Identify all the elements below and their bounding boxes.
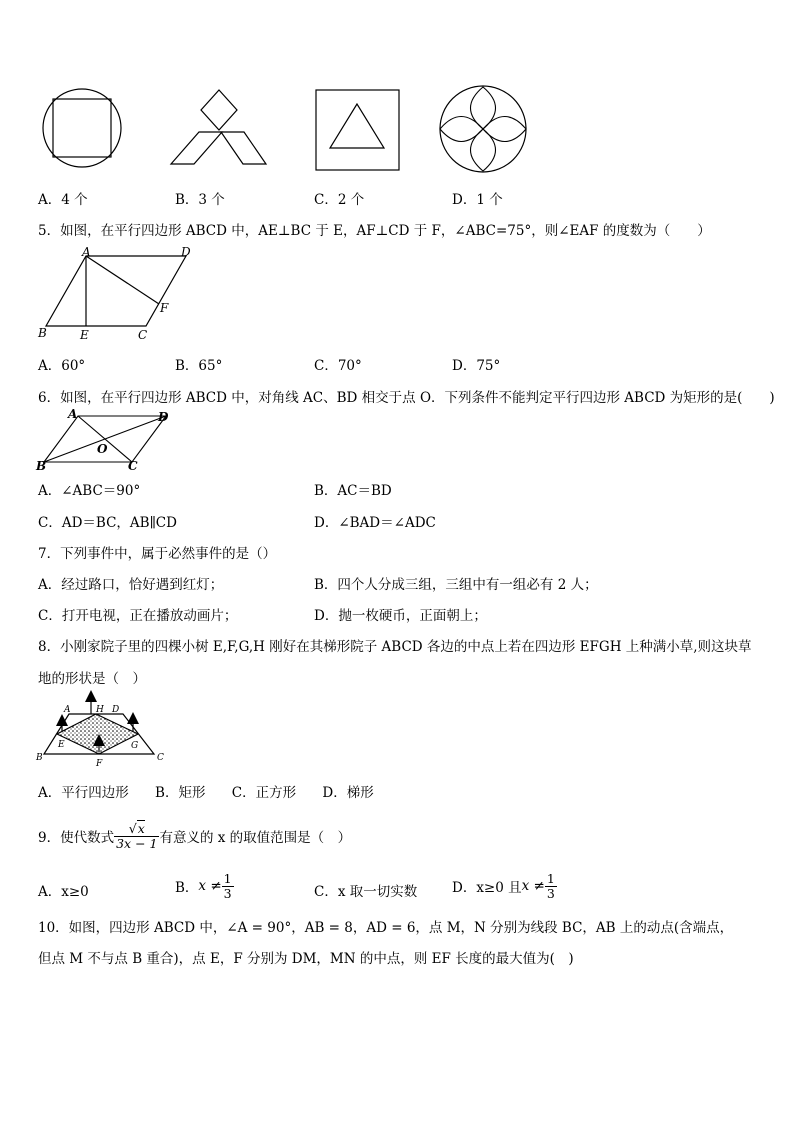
q5-option-a[interactable]: A．60°	[38, 358, 86, 374]
q8-option-a[interactable]: A．平行四边形	[38, 785, 129, 801]
q9-stem-suffix: 有意义的 x 的取值范围是（ ）	[159, 830, 352, 846]
q4-option-a[interactable]: A．4 个	[38, 192, 88, 208]
figure-circle-with-petals	[438, 85, 530, 175]
q8-stem-line1: 8．小刚家院子里的四棵小树 E,F,G,H 刚好在其梯形院子 ABCD 各边的中点上若在四边形 EFGH 上种满小草,则这块草	[38, 639, 752, 655]
q10-line2: 但点 M 不与点 B 重合)，点 E，F 分别为 DM，MN 的中点，则 EF 长度的最大值为( )	[38, 951, 574, 967]
q9-expression: $\frac{√x}{3x - 1}$	[116, 821, 158, 851]
q8-label-f: F	[96, 759, 103, 769]
q6-option-c[interactable]: C．AD＝BC，AB∥CD	[38, 515, 177, 531]
q6-option-d[interactable]: D．∠BAD＝∠ADC	[314, 515, 436, 531]
q5-label-f: F	[160, 301, 169, 315]
q5-option-d[interactable]: D．75°	[452, 358, 501, 374]
q8-label-c: C	[157, 753, 164, 763]
q9-option-b[interactable]	[175, 866, 234, 906]
q9-expr-num: x	[137, 821, 145, 837]
q4-option-c[interactable]: C．2 个	[314, 192, 365, 208]
q6-option-a[interactable]: A．∠ABC＝90°	[38, 483, 141, 499]
q5-figure-parallelogram	[36, 245, 216, 343]
figure-three-rhombuses	[168, 88, 272, 168]
q6-option-b[interactable]: B．AC＝BD	[314, 483, 392, 499]
q5-option-b[interactable]: B．65°	[175, 358, 223, 374]
q9-option-d-fraction: $\frac{1}{3}$	[546, 871, 555, 901]
q5-label-e: E	[80, 328, 89, 342]
q8-options-row	[38, 781, 374, 801]
q5-option-c[interactable]: C．70°	[314, 358, 362, 374]
figure-square-with-triangle	[314, 88, 404, 172]
q8-option-b[interactable]: B．矩形	[155, 785, 206, 801]
q5-stem: 5．如图，在平行四边形 ABCD 中，AE⊥BC 于 E，AF⊥CD 于 F，∠ABC=75°，则∠EAF 的度数为（ ）	[38, 223, 711, 239]
q8-label-e: E	[58, 740, 65, 750]
q6-label-c: C	[128, 459, 138, 473]
q9-option-d[interactable]	[452, 866, 557, 906]
q7-option-a[interactable]: A．经过路口，恰好遇到红灯；	[38, 577, 224, 593]
q4-option-d[interactable]: D．1 个	[452, 192, 503, 208]
q9-option-b-prefix: B．	[175, 880, 199, 896]
q6-label-d: D	[158, 410, 169, 424]
q8-option-d[interactable]: D．梯形	[322, 785, 374, 801]
q5-label-c: C	[138, 328, 148, 342]
q5-label-d: D	[181, 245, 191, 259]
q7-option-c[interactable]: C．打开电视，正在播放动画片；	[38, 608, 238, 624]
q8-label-g: G	[131, 741, 139, 751]
figure-circle-with-square	[38, 88, 128, 168]
q8-label-b: B	[36, 753, 43, 763]
q7-stem: 7．下列事件中，属于必然事件的是（）	[38, 546, 277, 562]
q10-line1: 10．如图，四边形 ABCD 中，∠A = 90°，AB = 8，AD = 6，点 M，N 分别为线段 BC，AB 上的动点(含端点，	[38, 920, 734, 936]
q8-figure-trapezoid	[36, 690, 171, 770]
q6-label-a: A	[68, 407, 78, 421]
q8-stem-line2: 地的形状是（ ）	[38, 671, 146, 687]
q9-option-d-prefix: D．x≥0 且	[452, 880, 522, 896]
q8-label-a: A	[64, 705, 71, 715]
q4-option-b[interactable]: B．3 个	[175, 192, 225, 208]
q9-stem	[38, 816, 351, 856]
q5-label-a: A	[82, 245, 91, 259]
q9-option-b-fraction: $\frac{1}{3}$	[223, 871, 232, 901]
q5-label-b: B	[38, 326, 47, 340]
q7-option-d[interactable]: D．抛一枚硬币，正面朝上；	[314, 608, 487, 624]
q9-option-a[interactable]: A．x≥0	[38, 884, 89, 900]
q8-label-h: H	[96, 705, 104, 715]
q9-stem-prefix: 9．使代数式	[38, 830, 115, 846]
q8-option-c[interactable]: C．正方形	[231, 785, 297, 801]
q9-option-c[interactable]: C．x 取一切实数	[314, 884, 418, 900]
q6-label-b: B	[36, 459, 47, 473]
q8-label-d: D	[112, 705, 120, 715]
q6-label-o: O	[97, 442, 108, 456]
q9-expr-den: 3x − 1	[116, 835, 158, 851]
q6-figure-parallelogram	[36, 407, 176, 473]
q7-option-b[interactable]: B．四个人分成三组，三组中有一组必有 2 人；	[314, 577, 598, 593]
q9-option-b-expr: x ≠	[198, 878, 222, 894]
q9-option-d-expr: x ≠	[521, 878, 545, 894]
q6-stem: 6．如图，在平行四边形 ABCD 中，对角线 AC、BD 相交于点 O．下列条件不能判定平行四边形 ABCD 为矩形的是( )	[38, 390, 775, 406]
